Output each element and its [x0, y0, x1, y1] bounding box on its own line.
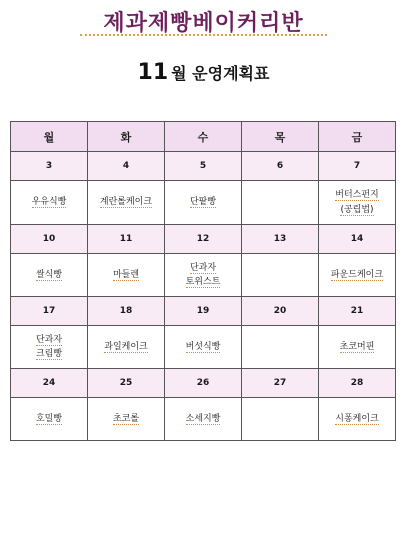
menu-item: 파운드케이크 — [330, 269, 384, 280]
menu-cell — [242, 398, 319, 441]
menu-item: 크림빵 — [35, 349, 63, 359]
menu-row — [11, 181, 396, 225]
weekday-header-row — [11, 122, 396, 152]
date-cell: 10 — [11, 225, 88, 254]
menu-cell — [11, 398, 88, 441]
menu-cell — [88, 181, 165, 225]
menu-cell — [319, 181, 396, 225]
menu-cell — [11, 181, 88, 225]
date-cell: 19 — [165, 297, 242, 326]
menu-item: 소세지빵 — [185, 413, 221, 424]
menu-item: (공립법) — [340, 204, 374, 215]
menu-cell — [88, 254, 165, 297]
date-cell: 11 — [88, 225, 165, 254]
menu-cell — [242, 326, 319, 369]
menu-item: 계란롤케이크 — [99, 197, 153, 208]
menu-item: 단과자 — [189, 262, 217, 273]
schedule-table — [10, 121, 396, 441]
menu-item: 쌀식빵 — [35, 269, 63, 280]
menu-item: 토위스트 — [185, 277, 221, 287]
weekday-header: 금 — [319, 122, 396, 152]
date-cell: 4 — [88, 152, 165, 181]
menu-cell — [319, 398, 396, 441]
menu-cell — [11, 254, 88, 297]
menu-item: 단팥빵 — [189, 197, 217, 208]
date-cell: 5 — [165, 152, 242, 181]
menu-item: 우유식빵 — [31, 197, 67, 208]
menu-cell — [11, 326, 88, 369]
menu-cell — [165, 326, 242, 369]
menu-cell — [165, 398, 242, 441]
title-underline — [80, 34, 327, 36]
menu-cell — [165, 181, 242, 225]
page-subtitle — [0, 60, 407, 85]
menu-item: 호밀빵 — [35, 413, 63, 424]
date-cell: 3 — [11, 152, 88, 181]
menu-cell — [165, 254, 242, 297]
date-cell: 18 — [88, 297, 165, 326]
menu-item: 초코머핀 — [339, 341, 375, 352]
date-cell: 20 — [242, 297, 319, 326]
date-cell: 14 — [319, 225, 396, 254]
date-cell: 21 — [319, 297, 396, 326]
date-row — [11, 225, 396, 254]
date-cell: 7 — [319, 152, 396, 181]
menu-item: 버터스펀지 — [335, 190, 379, 201]
weekday-header: 수 — [165, 122, 242, 152]
menu-item: 초코롤 — [112, 413, 140, 424]
menu-cell — [88, 326, 165, 369]
menu-cell — [242, 181, 319, 225]
date-cell: 25 — [88, 369, 165, 398]
date-cell: 13 — [242, 225, 319, 254]
menu-cell — [319, 254, 396, 297]
menu-item: 시퐁케이크 — [335, 413, 379, 424]
date-cell: 28 — [319, 369, 396, 398]
weekday-header: 목 — [242, 122, 319, 152]
menu-row — [11, 254, 396, 297]
date-row — [11, 297, 396, 326]
menu-item: 버섯식빵 — [185, 341, 221, 352]
date-cell: 12 — [165, 225, 242, 254]
menu-row — [11, 326, 396, 369]
date-cell: 17 — [11, 297, 88, 326]
menu-item: 마들렌 — [112, 269, 140, 280]
weekday-header: 화 — [88, 122, 165, 152]
menu-row — [11, 398, 396, 441]
menu-cell — [242, 254, 319, 297]
date-cell: 26 — [165, 369, 242, 398]
date-cell: 27 — [242, 369, 319, 398]
weekday-header: 월 — [11, 122, 88, 152]
month-number: 11 — [137, 60, 169, 85]
menu-item: 과일케이크 — [104, 341, 148, 352]
date-cell: 6 — [242, 152, 319, 181]
page-title: 제과제빵베이커리반 — [103, 11, 304, 36]
menu-cell — [319, 326, 396, 369]
subtitle-text: 월 운영계획표 — [171, 64, 270, 83]
menu-item: 단과자 — [35, 334, 63, 345]
menu-cell — [88, 398, 165, 441]
date-cell: 24 — [11, 369, 88, 398]
date-row — [11, 369, 396, 398]
date-row — [11, 152, 396, 181]
